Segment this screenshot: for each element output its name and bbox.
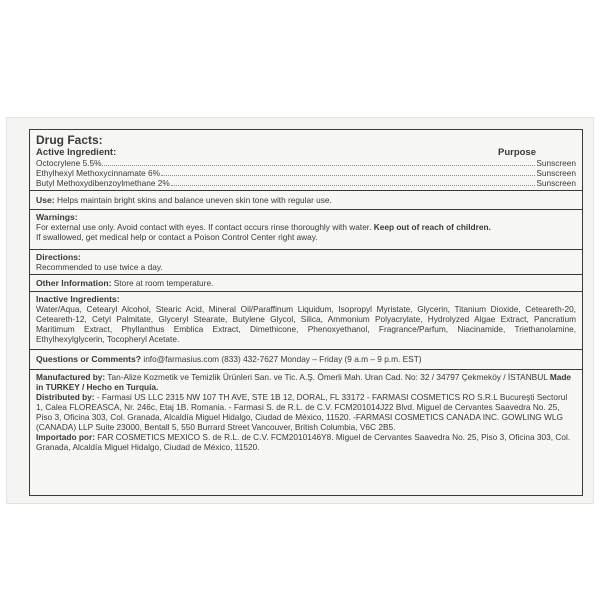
dot-leader [102, 165, 535, 166]
other-information-section [30, 275, 582, 292]
directions-text: Recommended to use twice a day. [36, 262, 163, 272]
active-ingredient-heading: Active Ingredient: [36, 147, 117, 158]
ingredient-name: Ethylhexyl Methoxycinnamate 6% [36, 168, 161, 178]
other-information-text: Store at room temperature. [113, 278, 214, 288]
inactive-ingredients-section [30, 292, 582, 350]
ingredient-name: Butyl Methoxydibenzoylmethane 2% [36, 178, 170, 188]
inactive-ingredients-label: Inactive Ingredients: [36, 294, 120, 304]
inactive-ingredients-text: Water/Aqua, Cetearyl Alcohol, Stearic Acid, Mineral Oil/Paraffinum Liquidum, Isopropyl Myristate, Glycerin, Titanium Dioxide, Ceteareth-20, Ceteareth-12, Cetyl Palmitate, Glyceryl Stearate, Butylene Glycol, Silica, Ammonium Polyacrylate, Hydrolyzed Algae Extract, Pancratium Maritimum Extract, Phyllanthus Emblica Extract, Dimethicone, Phenoxyethanol, Fragrance/Parfum, Niacinamide, Triethanolamine, Ethylhexylglycerin, Tocopheryl Acetate. [36, 304, 576, 344]
warnings-body [36, 222, 576, 232]
warnings-swallow-text: If swallowed, get medical help or contact a Poison Control Center right away. [36, 232, 318, 242]
use-section [30, 191, 582, 210]
imported-by-text: FAR COSMETICS MEXICO S. de R.L. de C.V. FCM2010146Y8. Miguel de Cervantes Saavedra No. 25, Piso 3, Oficina 303, Col. Granada, Alcaldía Miguel Hidalgo, Ciudad de México, 11520. [36, 432, 571, 452]
drug-facts-panel [29, 129, 583, 496]
use-text: Helps maintain bright skins and balance uneven skin tone with regular use. [56, 195, 332, 205]
manufactured-by [36, 372, 576, 392]
manufactured-by-text: Tan-Alize Kozmetik ve Temizlik Ürünleri San. ve Tic. A.Ş. Ömerli Mah. Uran Cad. No: 32 / 34797 Çekmeköy / İSTANBUL [105, 372, 550, 382]
questions-text: info@farmasius.com (833) 432-7627 Monday – Friday (9 a.m – 9 p.m. EST) [141, 354, 422, 364]
distributed-by [36, 392, 576, 432]
use-label: Use: [36, 195, 55, 205]
dot-leader [161, 175, 535, 176]
active-ingredient-row [36, 178, 576, 188]
warnings-label: Warnings: [36, 212, 78, 222]
imported-by-label: Importado por: [36, 432, 95, 442]
drug-facts-title: Drug Facts: [36, 133, 103, 147]
dot-leader [171, 185, 536, 186]
ingredient-name: Octocrylene 5.5% [36, 158, 102, 168]
warnings-section [30, 210, 582, 250]
made-in-text: Made in TURKEY / Hecho en Turquía. [36, 372, 572, 392]
active-ingredient-row [36, 158, 576, 168]
warnings-children-text: Keep out of reach of children. [373, 222, 491, 232]
imported-by [36, 432, 576, 452]
directions-section [30, 250, 582, 275]
manufacturer-section [30, 370, 582, 455]
ingredient-purpose: Sunscreen [536, 158, 576, 168]
manufactured-by-label: Manufactured by: [36, 372, 106, 382]
active-ingredients-section [30, 130, 582, 191]
label-card [6, 117, 594, 504]
warnings-text: For external use only. Avoid contact with eyes. If contact occurs rinse thoroughly with water. [36, 222, 374, 232]
other-information-label: Other Information: [36, 278, 112, 288]
purpose-heading: Purpose [497, 147, 536, 158]
distributed-by-label: Distributed by: [36, 392, 95, 402]
active-ingredient-row [36, 168, 576, 178]
ingredient-purpose: Sunscreen [536, 168, 576, 178]
ingredient-purpose: Sunscreen [536, 178, 576, 188]
active-ingredients-header [36, 147, 576, 158]
questions-section [30, 350, 582, 370]
questions-label: Questions or Comments? [36, 354, 142, 364]
directions-label: Directions: [36, 252, 81, 262]
distributed-by-text: - Farmasi US LLC 2315 NW 107 TH AVE, STE 1B 12, DORAL, FL 33172 - FARMASI COSMETICS RO S.R.L Bucureşti Sectorul 1, Calea FLOREASCA, Nr. 246c, Etaj 1B. Romania. - Farmasi S. de R.L. de C.V. FCM201014J22 Blvd. Miguel de Cervantes Saavedra No. 25, Piso 3, Oficina 303, Col. Granada, Alcaldía Miguel Hidalgo, Ciudad de México, 11520. -FARMASI COSMETICS CANADA INC. GOWLING WLG (CANADA) LLP Suite 23000, Bentall 5, 550 Burrard Street Vancouver, British Columbia, V6C 2B5. [36, 392, 568, 432]
